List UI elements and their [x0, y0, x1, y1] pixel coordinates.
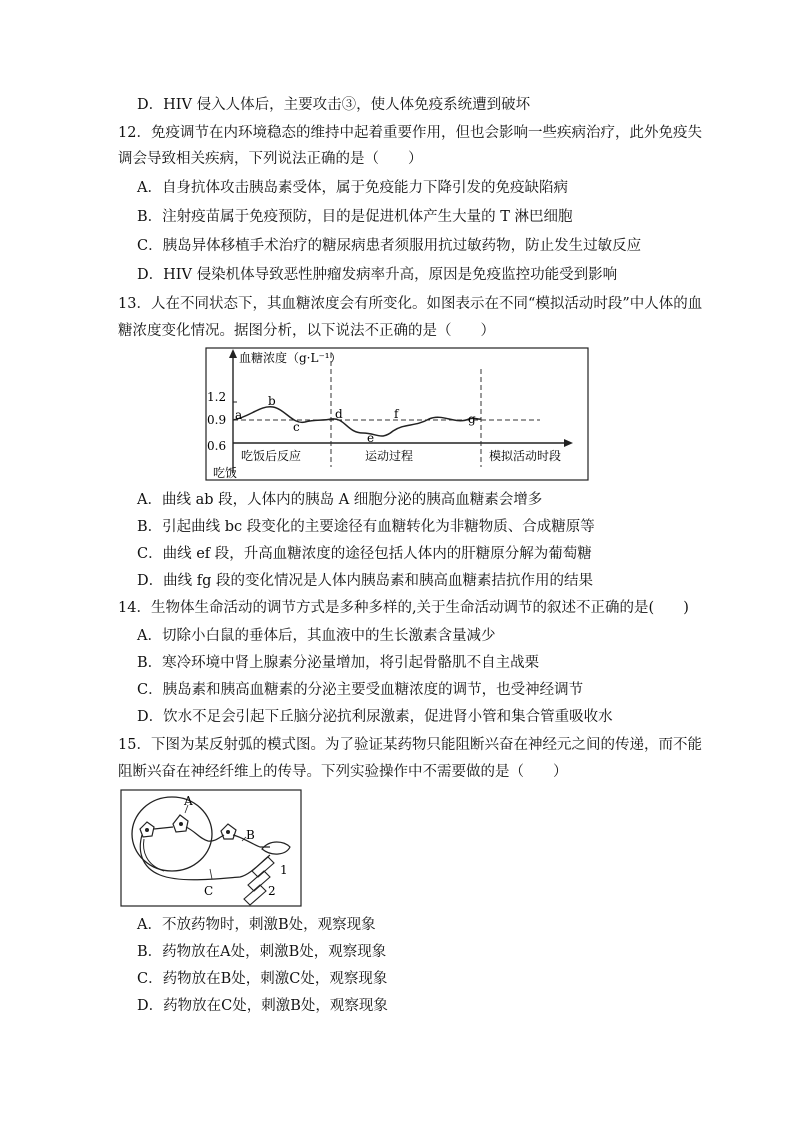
q12-stem-line2: 调会导致相关疾病，下列说法正确的是（ ）: [118, 151, 423, 167]
q15-option-b: B．药物放在A处，刺激B处，观察现象: [137, 944, 387, 960]
q14-option-b: B．寒冷环境中肾上腺素分泌量增加，将引起骨骼肌不自主战栗: [137, 655, 540, 671]
q12-option-c: C．胰岛异体移植手术治疗的糖尿病患者须服用抗过敏药物，防止发生过敏反应: [137, 238, 642, 254]
q14-option-d: D．饮水不足会引起下丘脑分泌抗利尿激素，促进肾小管和集合管重吸收水: [137, 709, 613, 725]
start-label: 吃饭: [213, 466, 238, 480]
neuron-1: [140, 822, 154, 837]
point-g: g: [468, 412, 476, 426]
q13-option-c: C．曲线 ef 段，升高血糖浓度的途径包括人体内的肝糖原分解为葡萄糖: [137, 546, 592, 562]
q15-option-c: C．药物放在B处，刺激C处，观察现象: [137, 971, 388, 987]
spinal-cord-outline: [132, 797, 212, 871]
y-tick-0-6: 0.6: [207, 439, 227, 453]
q12-option-b: B．注射疫苗属于免疫预防，目的是促进机体产生大量的 T 淋巴细胞: [137, 209, 573, 225]
point-a: a: [235, 408, 243, 422]
q13-option-d: D．曲线 fg 段的变化情况是人体内胰岛素和胰高血糖素拮抗作用的结果: [137, 573, 593, 589]
point-d: d: [335, 407, 343, 421]
neuron-2: [173, 815, 188, 832]
point-e: e: [367, 431, 375, 445]
q12-option-d: D．HIV 侵染机体导致恶性肿瘤发病率升高，原因是免疫监控功能受到影响: [137, 267, 618, 283]
segment-activity-period: 模拟活动时段: [489, 449, 562, 463]
segment-exercise: 运动过程: [365, 449, 414, 463]
q11-option-d: D．HIV 侵入人体后，主要攻击③，使人体免疫系统遭到破坏: [137, 97, 531, 113]
point-f: f: [394, 407, 399, 421]
point-c: c: [293, 420, 300, 434]
q15-option-a: A．不放药物时，刺激B处，观察现象: [137, 917, 376, 933]
y-axis-label: 血糖浓度（g·L⁻¹）: [239, 351, 342, 365]
q14-stem: 14．生物体生命活动的调节方式是多种多样的,关于生命活动调节的叙述不正确的是( ): [118, 600, 689, 616]
label-a: A: [184, 794, 193, 808]
glucose-curve: [233, 407, 481, 436]
q13-option-a: A．曲线 ab 段，人体内的胰岛 A 细胞分泌的胰高血糖素会增多: [137, 492, 543, 508]
q13-stem-line1: 13．人在不同状态下，其血糖浓度会有所变化。如图表示在不同“模拟活动时段”中人体的血: [118, 296, 703, 312]
q14-option-c: C．胰岛素和胰高血糖素的分泌主要受血糖浓度的调节，也受神经调节: [137, 682, 584, 698]
y-axis-arrow: [229, 349, 237, 358]
receptor: [262, 842, 290, 854]
segment-after-meal: 吃饭后反应: [241, 449, 302, 463]
y-tick-0-9: 0.9: [207, 413, 227, 427]
label-1: 1: [280, 863, 288, 877]
neuron-3: [221, 824, 236, 839]
q12-option-a: A．自身抗体攻击胰岛素受体，属于免疫能力下降引发的免疫缺陷病: [137, 180, 568, 196]
x-axis-arrow: [564, 439, 573, 447]
q15-stem-line2: 阻断兴奋在神经纤维上的传导。下列实验操作中不需要做的是（ ）: [118, 764, 568, 780]
label-2: 2: [268, 884, 276, 898]
blood-glucose-figure: [205, 347, 590, 482]
point-b: b: [268, 394, 276, 408]
q13-option-b: B．引起曲线 bc 段变化的主要途径有血糖转化为非糖物质、合成糖原等: [137, 519, 595, 535]
label-b: B: [246, 828, 255, 842]
label-c: C: [204, 884, 214, 898]
q15-option-d: D．药物放在C处，刺激B处，观察现象: [137, 998, 388, 1014]
q13-stem-line2: 糖浓度变化情况。据图分析，以下说法不正确的是（ ）: [118, 323, 495, 339]
q15-stem-line1: 15．下图为某反射弧的模式图。为了验证某药物只能阻断兴奋在神经元之间的传递，而不能: [118, 737, 702, 753]
reflex-arc-figure: [120, 789, 302, 907]
q14-option-a: A．切除小白鼠的垂体后，其血液中的生长激素含量减少: [137, 628, 496, 644]
y-tick-1-2: 1.2: [207, 390, 227, 404]
q12-stem-line1: 12．免疫调节在内环境稳态的维持中起着重要作用，但也会影响一些疾病治疗，此外免疫失: [118, 125, 702, 141]
